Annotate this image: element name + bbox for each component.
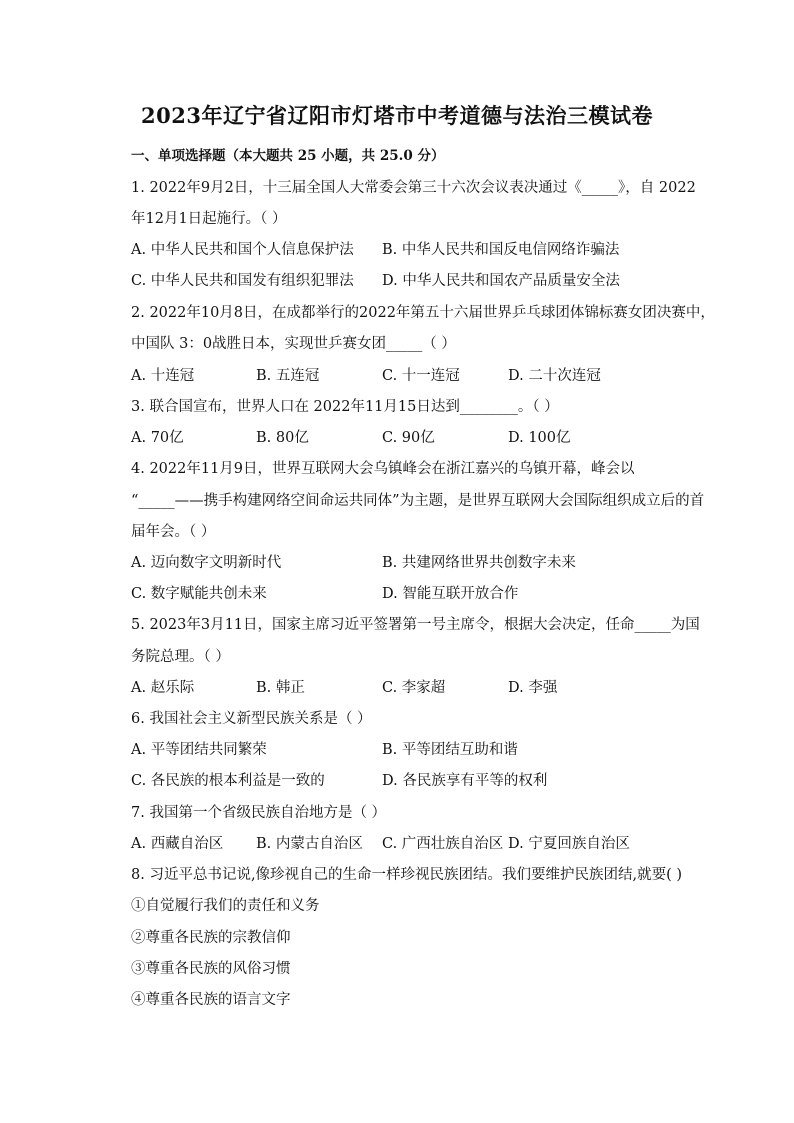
q2-option-c: C. 十一连冠 xyxy=(382,368,460,384)
q6-option-a: A. 平等团结共同繁荣 xyxy=(131,742,267,758)
q4-option-a: A. 迈向数字文明新时代 xyxy=(131,555,282,571)
q8-stem-line1: 8. 习近平总书记说,像珍视自己的生命一样珍视民族团结。我们要维护民族团结,就要( ) xyxy=(131,867,683,883)
q2-stem-line2: 中国队 3：0战胜日本，实现世乒赛女团_____（ ） xyxy=(131,336,456,352)
q7-stem-line1: 7. 我国第一个省级民族自治地方是（ ） xyxy=(131,805,387,821)
q4-option-b: B. 共建网络世界共创数字未来 xyxy=(382,555,576,571)
q4-stem-line2: “_____——携手构建网络空间命运共同体”为主题，是世界互联网大会国际组织成立后的首 xyxy=(131,493,705,509)
q3-option-c: C. 90亿 xyxy=(382,430,435,446)
q1-option-a: A. 中华人民共和国个人信息保护法 xyxy=(131,242,354,258)
q6-stem-line1: 6. 我国社会主义新型民族关系是（ ） xyxy=(131,711,372,727)
q8-item-1: ①自觉履行我们的责任和义务 xyxy=(131,898,320,914)
q6-option-c: C. 各民族的根本利益是一致的 xyxy=(131,773,325,789)
q2-option-b: B. 五连冠 xyxy=(256,368,320,384)
q5-option-b: B. 韩正 xyxy=(256,680,305,696)
q1-option-b: B. 中华人民共和国反电信网络诈骗法 xyxy=(382,242,620,258)
q8-item-2: ②尊重各民族的宗教信仰 xyxy=(131,930,291,946)
q3-option-d: D. 100亿 xyxy=(508,430,571,446)
q5-option-c: C. 李家超 xyxy=(382,680,446,696)
q7-option-a: A. 西藏自治区 xyxy=(131,836,224,852)
q5-stem-line2: 务院总理。（ ） xyxy=(131,649,230,665)
q1-option-c: C. 中华人民共和国发有组织犯罪法 xyxy=(131,273,354,289)
section-heading: 一、单项选择题（本大题共 25 小题，共 25.0 分） xyxy=(131,148,445,164)
q2-stem-line1: 2. 2022年10月8日，在成都举行的2022年第五十六届世界乒乓球团体锦标赛女团决赛中， xyxy=(131,305,715,321)
q2-option-d: D. 二十次连冠 xyxy=(508,368,601,384)
q6-option-d: D. 各民族享有平等的权利 xyxy=(382,773,548,789)
q5-stem-line1: 5. 2023年3月11日，国家主席习近平签署第一号主席令，根据大会决定，任命_____为国 xyxy=(131,617,700,633)
q7-option-b: B. 内蒙古自治区 xyxy=(256,836,363,852)
q5-option-a: A. 赵乐际 xyxy=(131,680,195,696)
q1-stem-line2: 年12月1日起施行。（ ） xyxy=(131,211,287,227)
q1-option-d: D. 中华人民共和国农产品质量安全法 xyxy=(382,273,620,289)
q5-option-d: D. 李强 xyxy=(508,680,558,696)
q3-option-a: A. 70亿 xyxy=(131,430,184,446)
exam-title: 2023年辽宁省辽阳市灯塔市中考道德与法治三模试卷 xyxy=(141,103,653,128)
q3-stem-line1: 3. 联合国宣布，世界人口在 2022年11月15日达到________。（ ） xyxy=(131,399,559,415)
q8-item-3: ③尊重各民族的风俗习惯 xyxy=(131,961,291,977)
q3-option-b: B. 80亿 xyxy=(256,430,309,446)
q4-stem-line1: 4. 2022年11月9日，世界互联网大会乌镇峰会在浙江嘉兴的乌镇开幕，峰会以 xyxy=(131,461,635,477)
q2-option-a: A. 十连冠 xyxy=(131,368,195,384)
q8-item-4: ④尊重各民族的语言文字 xyxy=(131,992,291,1008)
q7-option-d: D. 宁夏回族自治区 xyxy=(508,836,630,852)
q7-option-c: C. 广西壮族自治区 xyxy=(382,836,504,852)
q6-option-b: B. 平等团结互助和谐 xyxy=(382,742,518,758)
q4-option-d: D. 智能互联开放合作 xyxy=(382,586,519,602)
q1-stem-line1: 1. 2022年9月2日，十三届全国人大常委会第三十六次会议表决通过《_____》，自 2022 xyxy=(131,180,696,196)
q4-stem-line3: 届年会。（ ） xyxy=(131,524,216,540)
q4-option-c: C. 数字赋能共创未来 xyxy=(131,586,267,602)
